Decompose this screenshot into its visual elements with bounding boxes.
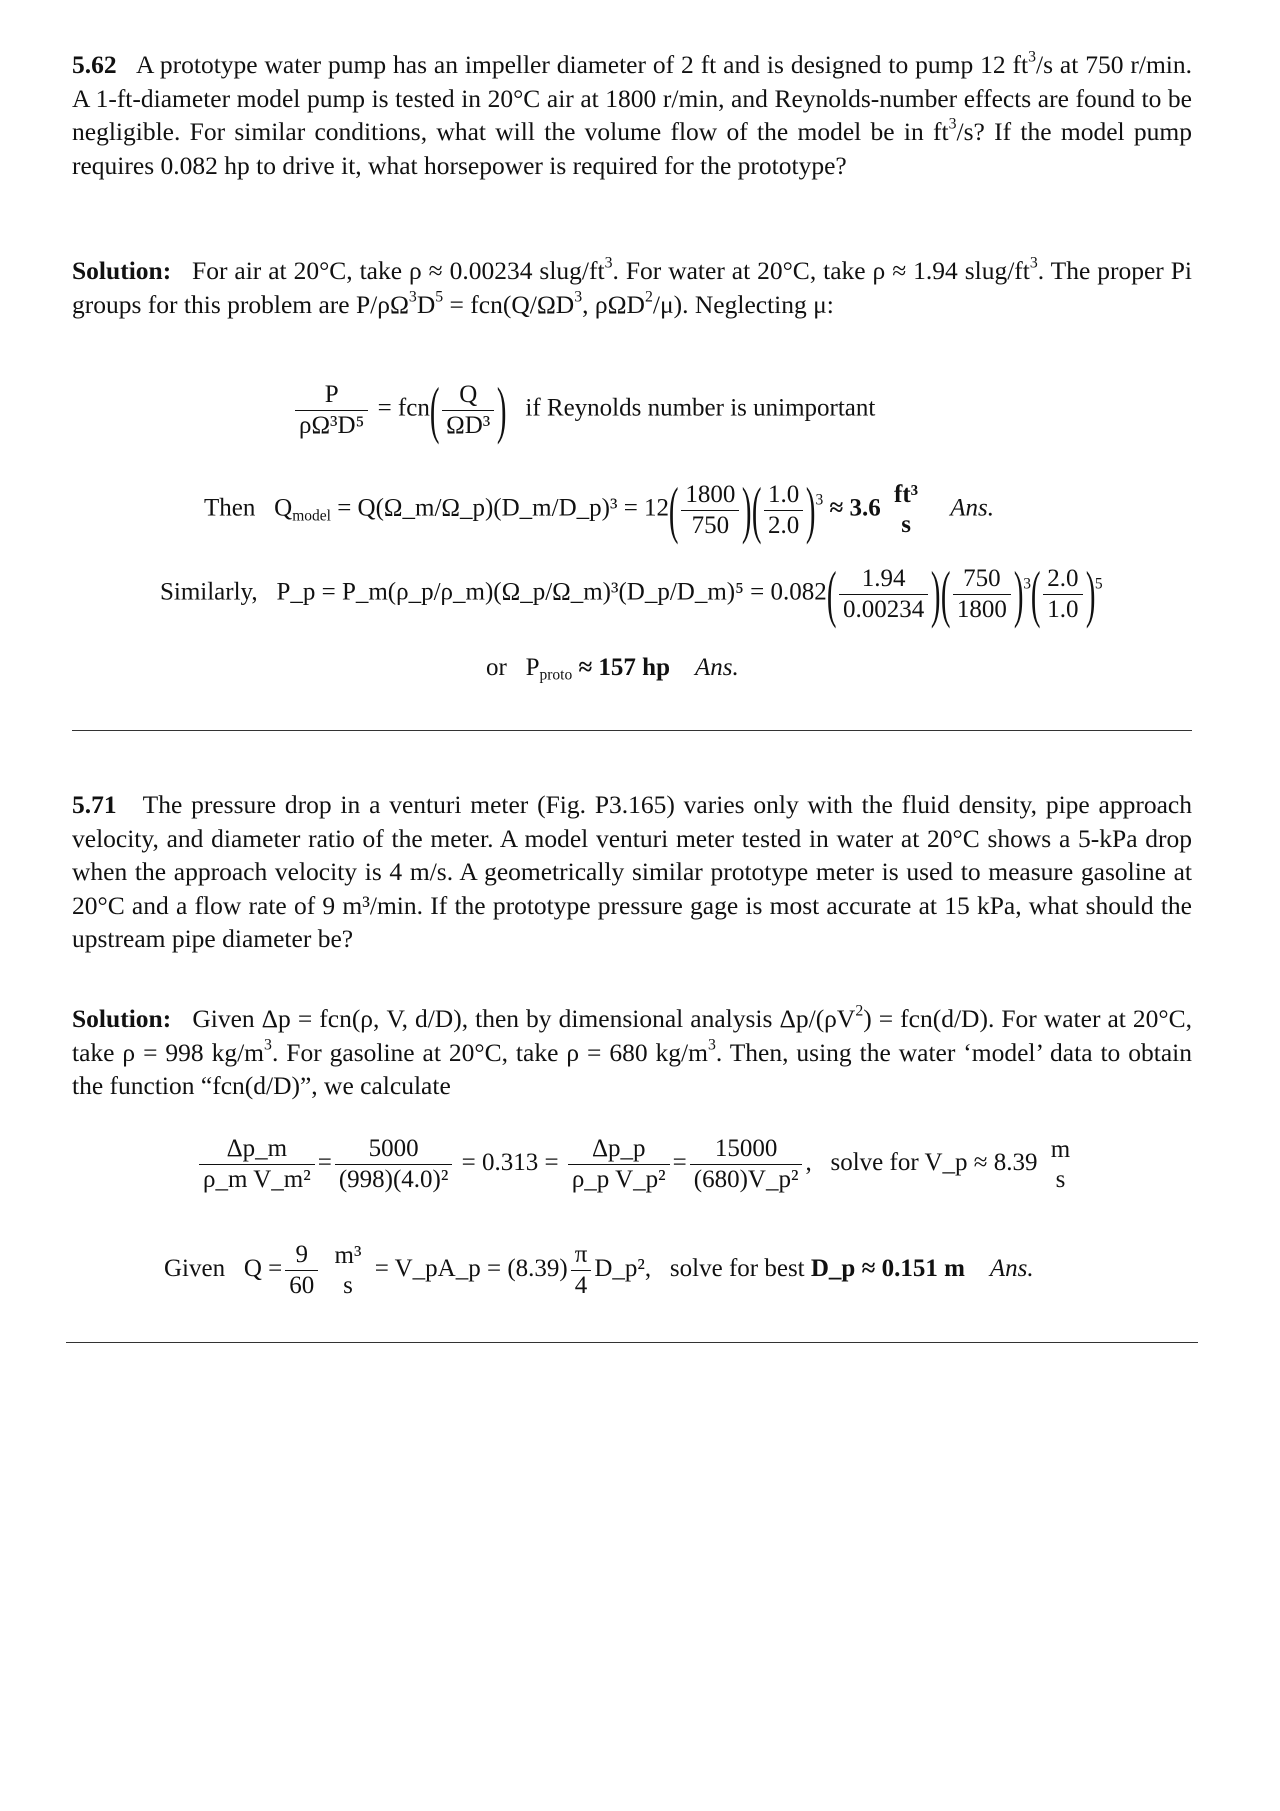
problem-5-62-solution-intro: Solution: For air at 20°C, take ρ ≈ 0.00234 slug/$ft^3$. For water at 20°C, take ρ ≈ 1.94 slug/$ft^3$. The proper Pi groups for this problem are $P/\rho\Omega^3D^5 = fcn(Q/\Omega D^3$, ρΩD$^2$/μ). Neglecting μ: <box>72 254 1192 319</box>
solution-label: Solution: <box>72 1004 172 1033</box>
equation-pi-groups: $\frac{P}{\text{ρΩ³D⁵}}$ = fcn( $\frac{Q}{\text{ΩD³}}$ ) if Reynolds number is unimportant <box>292 378 875 442</box>
divider <box>66 1342 1198 1343</box>
problem-number: 5.71 <box>72 790 117 819</box>
problem-5-62-statement: 5.62 A prototype water pump has an impeller diameter of 2 ft and is designed to pump 12 $ft^3/s$ at 750 r/min. A 1-ft-diameter model pump is tested in 20°C air at 1800 r/min, and Reynolds-number effects are found to be negligible. For similar conditions, what will the volume flow of the model be in $ft^3/s$? If the model pump requires 0.082 hp to drive it, what horsepower is required for the prototype? <box>72 48 1193 180</box>
equation-q-model: Then $Q_{model}$ = Q(Ω_m/Ω_p)(D_m/D_p)³ = 12( $\frac{1800}{750}$ )( $\frac{1.0}{2.0}$ )$^3$ ≈ 3.6 ft³ s Ans. <box>204 474 994 545</box>
problem-5-71-solution-intro: Solution: Given Δp = fcn(ρ, V, d/D), then by dimensional analysis $\Delta p/(\rho V^2) = fcn(d/D)$. For water at 20°C, take ρ = 998 $kg/m^3$. For gasoline at 20°C, take ρ = 680 $kg/m^3$. Then, using the water ‘model’ data to obtain the function “fcn(d/D)”, we calculate <box>72 1002 1193 1100</box>
problem-5-71-statement: 5.71 The pressure drop in a venturi meter (Fig. P3.165) varies only with the fluid density, pipe approach velocity, and diameter ratio of the meter. A model venturi meter tested in water at 20°C shows a 5-kPa drop when the approach velocity is 4 m/s. A geometrically similar prototype meter is used to measure gasoline at 20°C and a flow rate of 9 m³/min. If the prototype pressure gage is most accurate at 15 kPa, what should the upstream pipe diameter be? <box>72 790 1192 953</box>
equation-diameter-result: Given Q = $\frac{9}{60}$ m³ s = V_pA_p = (8.39) $\frac{\pi}{4}$ D_p², solve for best D_p ≈ 0.151 m Ans. <box>164 1241 1034 1299</box>
equation-p-prototype: Similarly, P_p = P_m(ρ_p/ρ_m)(Ω_p/Ω_m)³(D_p/D_m)⁵ = 0.082( $\frac{1.94}{0.00234}$ )( $\frac{750}{1800}$ )$^3$( $\frac{2.0}{1.0}$ )$^5$ <box>160 558 1103 629</box>
divider <box>72 730 1192 731</box>
equation-p-proto-result: or $P_{proto} \approx 157$ hp Ans. <box>486 654 739 684</box>
equation-pressure-coefficient: $\frac{\Delta p\_m}{\text{ρ\_m V\_m²}}$ = $\frac{5000}{\text{(998)(4.0)²}}$ = 0.313 = $\frac{\Delta p\_p}{\text{ρ\_p V\_p²}}$ = $\frac{15000}{\text{(680)V\_p²}}$ , solve for V_p ≈ 8.39 m s <box>196 1134 1077 1195</box>
problem-number: 5.62 <box>72 50 117 79</box>
solution-label: Solution: <box>72 256 172 285</box>
